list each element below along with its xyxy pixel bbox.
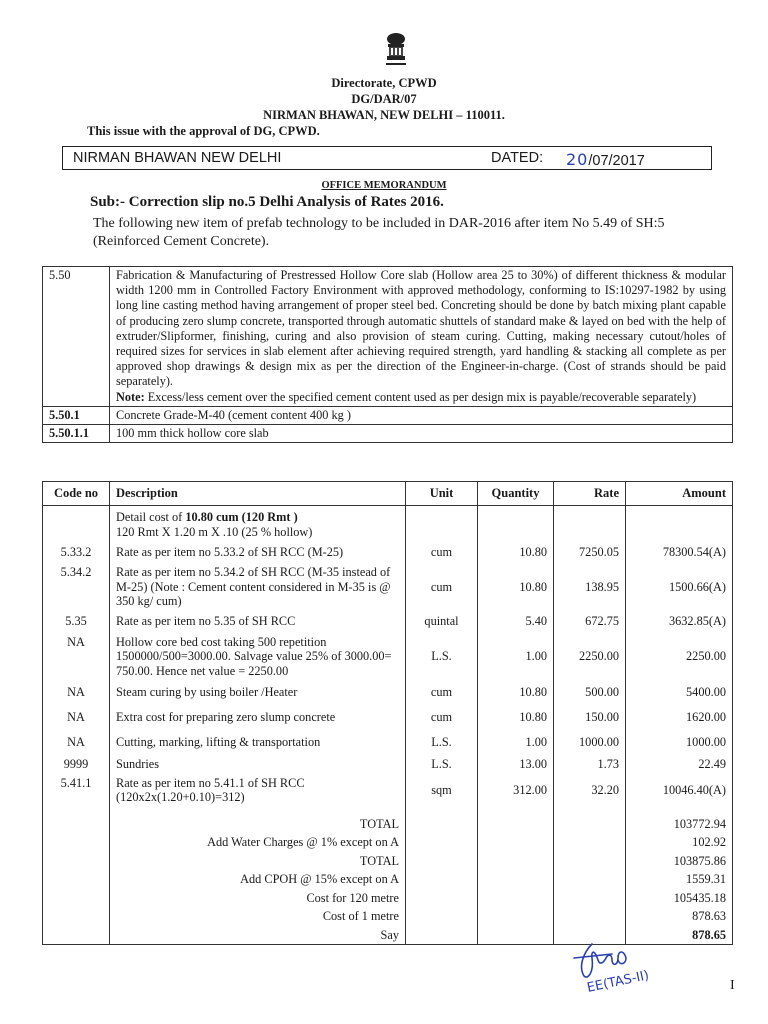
signature-designation: EE(TAS-II)	[585, 968, 651, 996]
summary-row	[43, 815, 733, 834]
row-unit: cum	[406, 563, 478, 611]
row-description: Sundries	[110, 755, 406, 774]
detail-cost-cell	[110, 506, 406, 542]
row-quantity: 1.00	[478, 730, 554, 755]
subject-line: Sub:- Correction slip no.5 Delhi Analysis of Rates 2016.	[90, 194, 444, 210]
row-description: Steam curing by using boiler /Heater	[110, 680, 406, 705]
subitem-row	[43, 406, 733, 424]
national-emblem-icon	[378, 30, 414, 70]
note-label: Note:	[116, 389, 145, 404]
row-code: 9999	[43, 755, 110, 774]
subitem-description: Concrete Grade-M-40 (cement content 400 kg )	[110, 406, 733, 424]
row-description: Rate as per item no 5.34.2 of SH RCC (M-35 instead of M-25) (Note : Cement content considered in M-35 is @ 350 kg/ cum)	[110, 563, 406, 611]
row-amount: 1500.66(A)	[626, 563, 733, 611]
summary-row	[43, 833, 733, 852]
row-code: NA	[43, 633, 110, 681]
table-row	[43, 680, 733, 705]
summary-label: Add Water Charges @ 1% except on A	[110, 833, 406, 852]
item-code: 5.50	[43, 267, 110, 407]
row-unit: L.S.	[406, 755, 478, 774]
row-rate: 1.73	[554, 755, 626, 774]
summary-amount: 878.63	[626, 907, 733, 926]
table-row	[43, 506, 733, 542]
row-description: Rate as per item no 5.35 of SH RCC	[110, 611, 406, 633]
item-description-text: Fabrication & Manufacturing of Prestressed Hollow Core slab (Hollow area 25 to 30%) of different thickness & modular width 1200 mm in Controlled Factory Environment with approved methodology, conforming to IS:10297-1982 by using long line casting method having arrangement of proper steel bed. Concreting should be done by batch mixing plant capable of producing zero slump concrete, transported through automatic shuttels of standard make & layed on bed with the help of extruder/Slipformer, finishing, curing and also provision of steam curing. Cutting, making necessary cutout/holes of required sizes for services in slab element after achieving required strength, yard handling & stacking all complete as per approved shop drawings & design mix as per the direction of the Engineer-in-charge. (Cost of strands should be paid separately).	[116, 268, 726, 389]
handwritten-day: 20	[566, 150, 589, 169]
detail-prefix: Detail cost of	[116, 510, 186, 524]
row-rate: 1000.00	[554, 730, 626, 755]
summary-label: Cost of 1 metre	[110, 907, 406, 926]
row-unit: L.S.	[406, 633, 478, 681]
approval-note: This issue with the approval of DG, CPWD.	[87, 124, 320, 138]
summary-label: Say	[110, 926, 406, 945]
row-quantity: 10.80	[478, 541, 554, 563]
row-description: Hollow core bed cost taking 500 repetition 1500000/500=3000.00. Salvage value 25% of 3000.00= 750.00. Hence net value = 2250.00	[110, 633, 406, 681]
detail-formula: 120 Rmt X 1.20 m X .10 (25 % hollow)	[116, 524, 313, 539]
item-row	[43, 267, 733, 407]
row-code: 5.33.2	[43, 541, 110, 563]
subitem-code: 5.50.1.1	[43, 424, 110, 442]
reference-number: DG/DAR/07	[351, 92, 417, 106]
row-code: 5.34.2	[43, 563, 110, 611]
row-rate: 500.00	[554, 680, 626, 705]
rate-analysis-table	[42, 481, 733, 945]
summary-amount: 1559.31	[626, 870, 733, 889]
subitem-description: 100 mm thick hollow core slab	[110, 424, 733, 442]
summary-amount: 103875.86	[626, 852, 733, 871]
month-year: /07/2017	[588, 153, 645, 169]
summary-amount: 105435.18	[626, 889, 733, 908]
row-rate: 138.95	[554, 563, 626, 611]
summary-row	[43, 852, 733, 871]
table-row	[43, 541, 733, 563]
row-rate: 672.75	[554, 611, 626, 633]
row-code: NA	[43, 680, 110, 705]
column-header-rate: Rate	[554, 482, 626, 506]
row-code: NA	[43, 705, 110, 730]
table-row	[43, 774, 733, 807]
row-quantity: 10.80	[478, 705, 554, 730]
memo-title: OFFICE MEMORANDUM	[321, 180, 447, 191]
row-quantity: 13.00	[478, 755, 554, 774]
final-rate: 878.65	[626, 926, 733, 945]
summary-label: Add CPOH @ 15% except on A	[110, 870, 406, 889]
row-quantity: 10.80	[478, 563, 554, 611]
row-unit: cum	[406, 680, 478, 705]
row-rate: 32.20	[554, 774, 626, 807]
row-amount: 1620.00	[626, 705, 733, 730]
summary-label: Cost for 120 metre	[110, 889, 406, 908]
note-text: Excess/less cement over the specified cement content used as per design mix is payable/recoverable separately)	[144, 389, 697, 404]
spacer-row	[43, 807, 733, 815]
table-row	[43, 705, 733, 730]
item-description	[110, 267, 733, 407]
table-row	[43, 730, 733, 755]
table-row	[43, 563, 733, 611]
place-label: NIRMAN BHAWAN NEW DELHI	[73, 150, 282, 166]
row-amount: 78300.54(A)	[626, 541, 733, 563]
dated-label: DATED:	[491, 150, 544, 166]
item-spec-table	[42, 266, 733, 443]
row-quantity: 1.00	[478, 633, 554, 681]
table-row	[43, 611, 733, 633]
summary-row	[43, 907, 733, 926]
row-description: Extra cost for preparing zero slump concrete	[110, 705, 406, 730]
row-unit: L.S.	[406, 730, 478, 755]
summary-label: TOTAL	[110, 815, 406, 834]
summary-amount: 102.92	[626, 833, 733, 852]
row-code: NA	[43, 730, 110, 755]
row-unit: cum	[406, 541, 478, 563]
date-value	[566, 150, 645, 169]
column-header-unit: Unit	[406, 482, 478, 506]
row-amount: 1000.00	[626, 730, 733, 755]
summary-amount: 103772.94	[626, 815, 733, 834]
table-header-row	[43, 482, 733, 506]
page-mark: I	[730, 978, 735, 993]
row-rate: 2250.00	[554, 633, 626, 681]
row-code: 5.35	[43, 611, 110, 633]
row-description: Rate as per item no 5.33.2 of SH RCC (M-25)	[110, 541, 406, 563]
subitem-row	[43, 424, 733, 442]
row-amount: 22.49	[626, 755, 733, 774]
detail-quantity: 10.80 cum (120 Rmt )	[185, 510, 298, 524]
summary-row	[43, 889, 733, 908]
row-unit: quintal	[406, 611, 478, 633]
row-amount: 10046.40(A)	[626, 774, 733, 807]
office-address: NIRMAN BHAWAN, NEW DELHI – 110011.	[263, 108, 505, 122]
row-quantity: 10.80	[478, 680, 554, 705]
row-rate: 150.00	[554, 705, 626, 730]
column-header-amount: Amount	[626, 482, 733, 506]
subitem-code: 5.50.1	[43, 406, 110, 424]
signature-icon	[572, 938, 722, 998]
row-amount: 3632.85(A)	[626, 611, 733, 633]
row-rate: 7250.05	[554, 541, 626, 563]
row-description: Cutting, marking, lifting & transportation	[110, 730, 406, 755]
row-description: Rate as per item no 5.41.1 of SH RCC (120x2x(1.20+0.10)=312)	[110, 774, 406, 807]
row-unit: sqm	[406, 774, 478, 807]
table-row	[43, 633, 733, 681]
row-amount: 5400.00	[626, 680, 733, 705]
row-unit: cum	[406, 705, 478, 730]
row-amount: 2250.00	[626, 633, 733, 681]
column-header-quantity: Quantity	[478, 482, 554, 506]
row-quantity: 312.00	[478, 774, 554, 807]
column-header-description: Description	[110, 482, 406, 506]
row-quantity: 5.40	[478, 611, 554, 633]
row-code: 5.41.1	[43, 774, 110, 807]
org-name: Directorate, CPWD	[331, 76, 437, 90]
summary-row	[43, 870, 733, 889]
column-header-code: Code no	[43, 482, 110, 506]
intro-paragraph: The following new item of prefab technology to be included in DAR-2016 after item No 5.49 of SH:5 (Reinforced Cement Concrete).	[93, 216, 665, 249]
table-row	[43, 755, 733, 774]
place-date-box	[62, 146, 712, 170]
summary-label: TOTAL	[110, 852, 406, 871]
